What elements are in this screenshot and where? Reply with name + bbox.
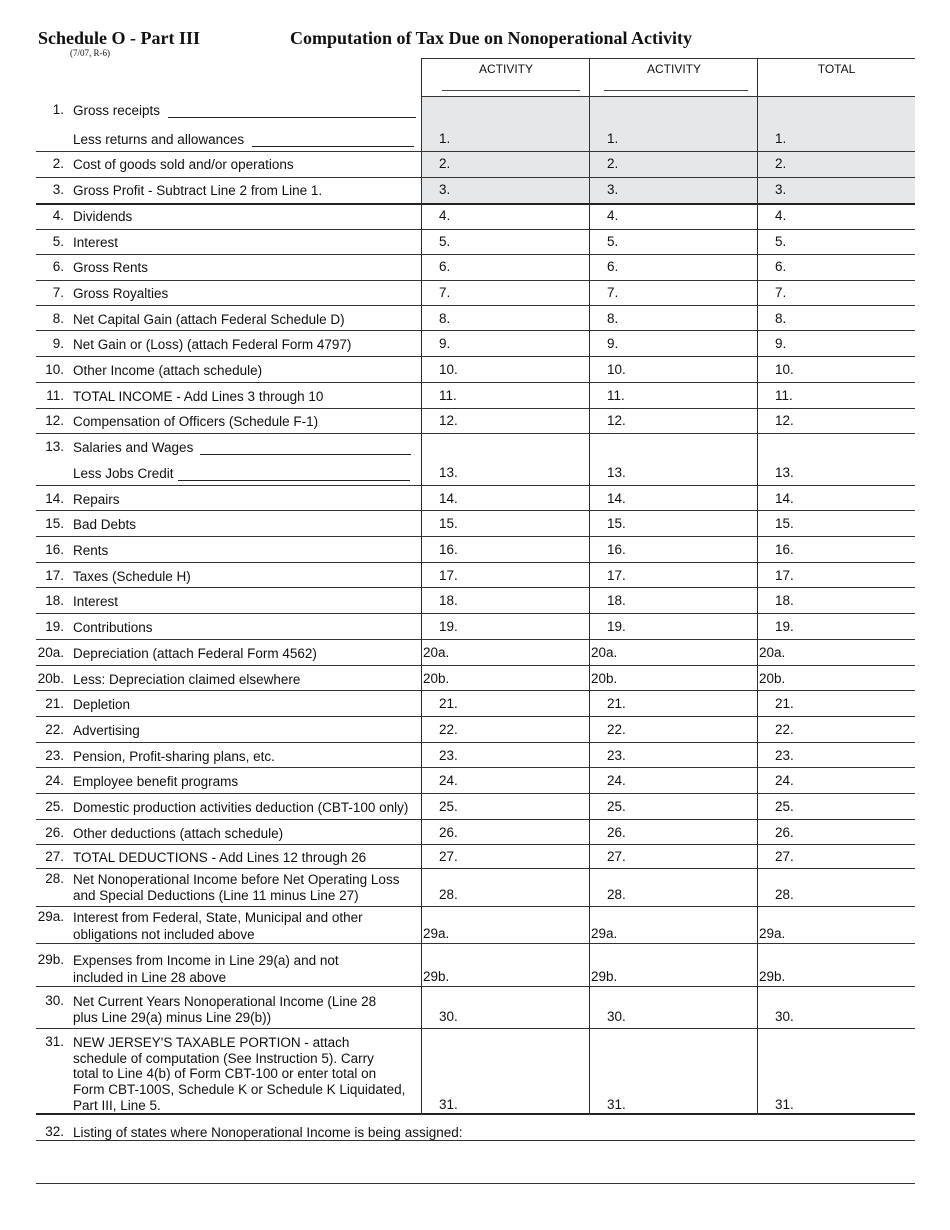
activity-2-amount-field[interactable]: 26. xyxy=(607,825,626,840)
line-number: 24. xyxy=(45,773,64,788)
amount-blank-line[interactable] xyxy=(178,480,410,481)
line-description xyxy=(73,1065,376,1082)
line-description xyxy=(73,696,130,713)
line-description xyxy=(73,871,399,888)
activity-1-amount-field[interactable]: 11. xyxy=(439,388,457,403)
activity-2-amount-field[interactable]: 7. xyxy=(607,285,619,300)
line-description xyxy=(73,825,283,842)
total-amount-field[interactable]: 1. xyxy=(775,131,787,146)
line-number: 19. xyxy=(45,619,64,634)
line-description xyxy=(73,182,322,199)
total-amount-field[interactable]: 9. xyxy=(775,336,787,351)
activity-2-amount-field[interactable]: 31. xyxy=(607,1097,626,1112)
line-description xyxy=(73,926,255,943)
line-description xyxy=(73,671,300,688)
activity-1-amount-field[interactable]: 8. xyxy=(439,311,451,326)
line-number: 12. xyxy=(45,413,64,428)
amount-blank-line[interactable] xyxy=(200,454,411,455)
activity-1-amount-field[interactable]: 28. xyxy=(439,887,458,902)
activity-2-amount-field[interactable]: 16. xyxy=(607,542,626,557)
activity-2-amount-field[interactable]: 3. xyxy=(607,182,619,197)
total-amount-field[interactable]: 5. xyxy=(775,234,787,249)
activity-1-amount-field[interactable]: 15. xyxy=(439,516,458,531)
total-amount-field[interactable]: 14. xyxy=(775,491,794,506)
activity-1-amount-field[interactable]: 29a. xyxy=(423,926,450,941)
line-label: Interest xyxy=(73,235,119,250)
line-label: Bad Debts xyxy=(73,517,137,532)
activity-1-amount-field[interactable]: 20b. xyxy=(423,671,450,686)
line-description xyxy=(73,285,168,302)
line-description xyxy=(73,311,345,328)
line-label: Employee benefit programs xyxy=(73,774,239,789)
column-header-activity-2: ACTIVITY xyxy=(646,62,701,76)
activity-1-amount-field[interactable]: 31. xyxy=(439,1097,458,1112)
activity-2-amount-field[interactable]: 12. xyxy=(607,413,626,428)
total-amount-field[interactable]: 6. xyxy=(775,259,787,274)
line-description xyxy=(73,336,351,353)
line-description xyxy=(73,234,118,251)
line-description xyxy=(73,542,108,559)
activity-1-amount-field[interactable]: 6. xyxy=(439,259,451,274)
activity-2-amount-field[interactable]: 23. xyxy=(607,748,626,763)
line-label: Part III, Line 5. xyxy=(73,1098,161,1113)
activity-1-amount-field[interactable]: 4. xyxy=(439,208,451,223)
line-description xyxy=(73,1124,462,1141)
line-number: 17. xyxy=(45,568,64,583)
total-amount-field[interactable]: 3. xyxy=(775,182,787,197)
activity-1-amount-field[interactable]: 24. xyxy=(439,773,458,788)
line-number: 14. xyxy=(45,491,64,506)
line-description xyxy=(73,1009,271,1026)
line-description xyxy=(73,439,193,456)
line-label: and Special Deductions (Line 11 minus Line 27) xyxy=(73,888,359,903)
line-label: Domestic production activities deduction (CBT-100 only) xyxy=(73,800,409,815)
line-label: included in Line 28 above xyxy=(73,970,227,985)
line-description xyxy=(73,156,294,173)
activity-2-amount-field[interactable]: 18. xyxy=(607,593,626,608)
activity-2-amount-field[interactable]: 25. xyxy=(607,799,626,814)
total-amount-field[interactable]: 10. xyxy=(775,362,794,377)
line-number: 21. xyxy=(45,696,64,711)
activity-2-amount-field[interactable]: 9. xyxy=(607,336,619,351)
line-number: 10. xyxy=(45,362,64,377)
activity-1-amount-field[interactable]: 13. xyxy=(439,465,458,480)
line-number: 4. xyxy=(52,208,64,223)
activity-1-name-field[interactable] xyxy=(442,90,580,91)
activity-1-amount-field[interactable]: 26. xyxy=(439,825,458,840)
total-amount-field[interactable]: 21. xyxy=(775,696,794,711)
line-description xyxy=(73,619,153,636)
line-number: 29a. xyxy=(37,909,64,924)
activity-2-amount-field[interactable]: 30. xyxy=(607,1009,626,1024)
activity-2-amount-field[interactable]: 15. xyxy=(607,516,626,531)
amount-blank-line[interactable] xyxy=(168,117,416,118)
line-label: Gross Royalties xyxy=(73,286,169,301)
line-label: Net Capital Gain (attach Federal Schedule D) xyxy=(73,312,345,327)
total-amount-field[interactable]: 13. xyxy=(775,465,794,480)
line-description xyxy=(73,969,226,986)
total-amount-field[interactable]: 26. xyxy=(775,825,794,840)
line-number: 13. xyxy=(45,439,64,454)
line-description xyxy=(73,1097,161,1114)
activity-1-amount-field[interactable]: 25. xyxy=(439,799,458,814)
line-description xyxy=(73,993,376,1010)
line-description xyxy=(73,593,118,610)
activity-2-amount-field[interactable]: 24. xyxy=(607,773,626,788)
line-label: Gross Rents xyxy=(73,260,149,275)
line-description xyxy=(73,799,408,816)
activity-1-amount-field[interactable]: 17. xyxy=(439,568,458,583)
activity-2-amount-field[interactable]: 19. xyxy=(607,619,626,634)
activity-2-amount-field[interactable]: 8. xyxy=(607,311,619,326)
line-description xyxy=(73,208,132,225)
line-number: 16. xyxy=(45,542,64,557)
line-label: Interest xyxy=(73,594,119,609)
line-label: TOTAL INCOME - Add Lines 3 through 10 xyxy=(73,389,324,404)
form-title: Computation of Tax Due on Nonoperational Activity xyxy=(290,28,693,48)
line-description xyxy=(73,568,191,585)
header-top-rule xyxy=(422,58,915,59)
line-number: 23. xyxy=(45,748,64,763)
activity-2-amount-field[interactable]: 4. xyxy=(607,208,619,223)
line-label: Gross Profit - Subtract Line 2 from Line 1. xyxy=(73,183,323,198)
line-description xyxy=(73,849,366,866)
column-header-total: TOTAL xyxy=(817,62,856,76)
line-number: 1. xyxy=(52,102,64,117)
total-amount-field[interactable]: 17. xyxy=(775,568,794,583)
line-description xyxy=(73,722,140,739)
activity-2-amount-field[interactable]: 13. xyxy=(607,465,626,480)
line-label: Listing of states where Nonoperational Income is being assigned: xyxy=(73,1125,463,1140)
total-amount-field[interactable]: 15. xyxy=(775,516,794,531)
line-number: 29b. xyxy=(37,952,64,967)
schedule-title: Schedule O - Part III xyxy=(38,28,200,48)
activity-1-amount-field[interactable]: 7. xyxy=(439,285,451,300)
line-number: 20a. xyxy=(37,645,64,660)
line-number: 22. xyxy=(45,722,64,737)
line-label: Other deductions (attach schedule) xyxy=(73,826,284,841)
line-number: 28. xyxy=(45,871,64,886)
line-label: Form CBT-100S, Schedule K or Schedule K Liquidated, xyxy=(73,1082,406,1097)
column-divider xyxy=(589,58,590,1115)
total-amount-field[interactable]: 8. xyxy=(775,311,787,326)
line-label: TOTAL DEDUCTIONS - Add Lines 12 through 26 xyxy=(73,850,367,865)
activity-2-amount-field[interactable]: 29a. xyxy=(591,926,618,941)
activity-1-amount-field[interactable]: 30. xyxy=(439,1009,458,1024)
activity-1-amount-field[interactable]: 27. xyxy=(439,849,458,864)
column-divider xyxy=(421,58,422,1115)
line-number: 30. xyxy=(45,993,64,1008)
total-amount-field[interactable]: 22. xyxy=(775,722,794,737)
total-amount-field[interactable]: 31. xyxy=(775,1097,794,1112)
line-number: 15. xyxy=(45,516,64,531)
line-label: plus Line 29(a) minus Line 29(b)) xyxy=(73,1010,272,1025)
line-number: 18. xyxy=(45,593,64,608)
activity-1-amount-field[interactable]: 16. xyxy=(439,542,458,557)
activity-2-amount-field[interactable]: 27. xyxy=(607,849,626,864)
total-amount-field[interactable]: 12. xyxy=(775,413,794,428)
activity-1-amount-field[interactable]: 5. xyxy=(439,234,451,249)
activity-1-amount-field[interactable]: 19. xyxy=(439,619,458,634)
line-number: 7. xyxy=(52,285,64,300)
line-description xyxy=(73,748,275,765)
line-label: Contributions xyxy=(73,620,153,635)
activity-2-amount-field[interactable]: 14. xyxy=(607,491,626,506)
activity-2-amount-field[interactable]: 20a. xyxy=(591,645,618,660)
line-label: total to Line 4(b) of Form CBT-100 or enter total on xyxy=(73,1066,377,1081)
line-number: 27. xyxy=(45,849,64,864)
activity-2-amount-field[interactable]: 17. xyxy=(607,568,626,583)
line-label: Gross receipts xyxy=(73,103,161,118)
line-label: Net Gain or (Loss) (attach Federal Form 4797) xyxy=(73,337,352,352)
line-description xyxy=(73,102,160,119)
total-amount-field[interactable]: 23. xyxy=(775,748,794,763)
line-number: 32. xyxy=(45,1124,64,1139)
line-number: 8. xyxy=(52,311,64,326)
total-amount-field[interactable]: 27. xyxy=(775,849,794,864)
line-label: Interest from Federal, State, Municipal and other xyxy=(73,910,363,925)
total-amount-field[interactable]: 30. xyxy=(775,1009,794,1024)
total-amount-field[interactable]: 29b. xyxy=(759,969,786,984)
line-label: schedule of computation (See Instruction 5). Carry xyxy=(73,1051,374,1066)
line-label: obligations not included above xyxy=(73,927,255,942)
line-label: Compensation of Officers (Schedule F-1) xyxy=(73,414,319,429)
line-number: 26. xyxy=(45,825,64,840)
line-description xyxy=(73,1034,349,1051)
listing-blank-line[interactable] xyxy=(36,1183,915,1184)
line-label: Other Income (attach schedule) xyxy=(73,363,263,378)
line-number: 31. xyxy=(45,1034,64,1049)
column-header-activity-1: ACTIVITY xyxy=(478,62,533,76)
activity-2-amount-field[interactable]: 11. xyxy=(607,388,625,403)
activity-1-amount-field[interactable]: 20a. xyxy=(423,645,450,660)
line-label: Advertising xyxy=(73,723,140,738)
line-description xyxy=(73,413,318,430)
total-amount-field[interactable]: 18. xyxy=(775,593,794,608)
line-label: Dividends xyxy=(73,209,133,224)
line-label: Depletion xyxy=(73,697,131,712)
line-label: Pension, Profit-sharing plans, etc. xyxy=(73,749,275,764)
line-description xyxy=(73,909,363,926)
line-label: Salaries and Wages xyxy=(73,440,194,455)
activity-1-amount-field[interactable]: 23. xyxy=(439,748,458,763)
line-label: Depreciation (attach Federal Form 4562) xyxy=(73,646,317,661)
line-description xyxy=(73,362,262,379)
activity-2-amount-field[interactable]: 21. xyxy=(607,696,626,711)
line-description xyxy=(73,491,120,508)
activity-1-amount-field[interactable]: 22. xyxy=(439,722,458,737)
column-divider xyxy=(757,58,758,1115)
line-label: Less returns and allowances xyxy=(73,132,245,147)
activity-1-amount-field[interactable]: 29b. xyxy=(423,969,450,984)
activity-1-amount-field[interactable]: 14. xyxy=(439,491,458,506)
total-amount-field[interactable]: 24. xyxy=(775,773,794,788)
line-label: Rents xyxy=(73,543,109,558)
total-amount-field[interactable]: 2. xyxy=(775,156,787,171)
line-description xyxy=(73,1081,405,1098)
activity-1-amount-field[interactable]: 3. xyxy=(439,182,451,197)
line-number: 5. xyxy=(52,234,64,249)
line-label: Repairs xyxy=(73,492,120,507)
line-number: 9. xyxy=(52,336,64,351)
total-amount-field[interactable]: 29a. xyxy=(759,926,786,941)
amount-blank-line[interactable] xyxy=(252,146,414,147)
line-number: 25. xyxy=(45,799,64,814)
activity-2-amount-field[interactable]: 6. xyxy=(607,259,619,274)
line-label: Less Jobs Credit xyxy=(73,466,174,481)
line-description xyxy=(73,952,339,969)
total-amount-field[interactable]: 16. xyxy=(775,542,794,557)
activity-2-amount-field[interactable]: 22. xyxy=(607,722,626,737)
line-label: Net Current Years Nonoperational Income (Line 28 xyxy=(73,994,377,1009)
line-description xyxy=(73,388,323,405)
line-description xyxy=(73,516,136,533)
line-label: Expenses from Income in Line 29(a) and not xyxy=(73,953,339,968)
line-number: 3. xyxy=(52,182,64,197)
total-amount-field[interactable]: 20a. xyxy=(759,645,786,660)
line-label: Taxes (Schedule H) xyxy=(73,569,191,584)
total-amount-field[interactable]: 11. xyxy=(775,388,793,403)
activity-1-amount-field[interactable]: 18. xyxy=(439,593,458,608)
form-revision: (7/07, R-6) xyxy=(70,48,110,58)
activity-2-amount-field[interactable]: 2. xyxy=(607,156,619,171)
total-amount-field[interactable]: 25. xyxy=(775,799,794,814)
line-description xyxy=(73,465,174,482)
total-amount-field[interactable]: 20b. xyxy=(759,671,786,686)
activity-2-amount-field[interactable]: 5. xyxy=(607,234,619,249)
line-label: NEW JERSEY'S TAXABLE PORTION - attach xyxy=(73,1035,350,1050)
total-amount-field[interactable]: 4. xyxy=(775,208,787,223)
header-bottom-rule xyxy=(422,96,915,97)
line-label: Less: Depreciation claimed elsewhere xyxy=(73,672,301,687)
line-description xyxy=(73,773,238,790)
line-description xyxy=(73,131,244,148)
activity-1-amount-field[interactable]: 2. xyxy=(439,156,451,171)
line-label: Cost of goods sold and/or operations xyxy=(73,157,294,172)
activity-2-amount-field[interactable]: 20b. xyxy=(591,671,618,686)
line-label: Net Nonoperational Income before Net Operating Loss xyxy=(73,872,400,887)
activity-2-amount-field[interactable]: 28. xyxy=(607,887,626,902)
activity-1-amount-field[interactable]: 1. xyxy=(439,131,451,146)
line-description xyxy=(73,645,317,662)
line-number: 2. xyxy=(52,156,64,171)
total-amount-field[interactable]: 7. xyxy=(775,285,787,300)
line-number: 20b. xyxy=(37,671,64,686)
total-amount-field[interactable]: 28. xyxy=(775,887,794,902)
line-number: 6. xyxy=(52,259,64,274)
line-description xyxy=(73,887,359,904)
activity-1-amount-field[interactable]: 9. xyxy=(439,336,451,351)
activity-1-amount-field[interactable]: 10. xyxy=(439,362,458,377)
activity-2-amount-field[interactable]: 29b. xyxy=(591,969,618,984)
activity-1-amount-field[interactable]: 12. xyxy=(439,413,458,428)
activity-1-amount-field[interactable]: 21. xyxy=(439,696,458,711)
line-description xyxy=(73,259,148,276)
activity-2-amount-field[interactable]: 10. xyxy=(607,362,626,377)
line-number: 11. xyxy=(46,388,64,403)
total-amount-field[interactable]: 19. xyxy=(775,619,794,634)
activity-2-name-field[interactable] xyxy=(604,90,748,91)
activity-2-amount-field[interactable]: 1. xyxy=(607,131,619,146)
